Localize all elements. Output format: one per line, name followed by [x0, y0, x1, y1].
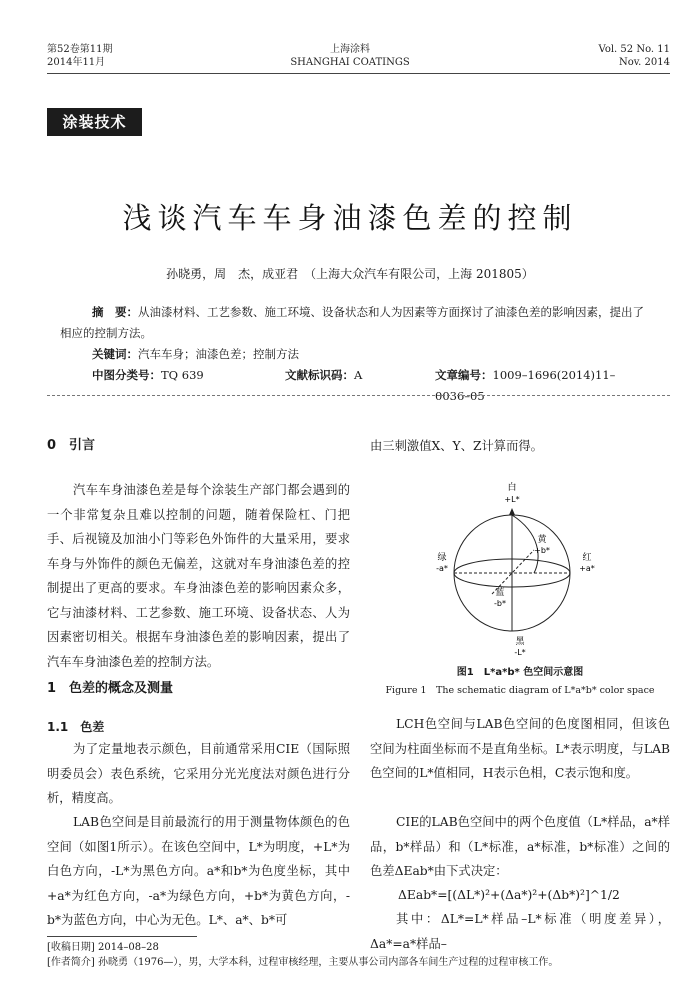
right-paragraph-3: 其中：ΔL*=L*样品–L*标准（明度差异），Δa*=a*样品–: [370, 912, 670, 951]
abstract-text: 从油漆材料、工艺参数、施工环境、设备状态和人为因素等方面探讨了油漆色差的影响因素，提出了相应的控制方法。: [60, 305, 644, 340]
clc-value: TQ 639: [161, 368, 204, 382]
abstract-rule: [47, 395, 670, 396]
journal-volume: Vol. 52 No. 11 Nov. 2014: [598, 44, 670, 68]
section-1-heading: 1 色差的概念及测量: [47, 681, 174, 696]
keywords-label: 关键词：: [92, 347, 138, 361]
right-intro-line: 由三刺激值X、Y、Z计算而得。: [370, 439, 543, 453]
author-bio: [作者简介] 孙晓勇（1976—），男，大学本科，过程审核经理，主要从事公司内部各车间生产过程的过程审核工作。: [47, 957, 559, 968]
column-tag: 涂装技术: [47, 108, 142, 136]
received-date: [收稿日期] 2014–08–28: [47, 942, 159, 953]
section-1-1-paragraph-2: LAB色空间是目前最流行的用于测量物体颜色的色空间（如图1所示）。在该色空间中，L*为明度，+L*为白色方向，-L*为黑色方向。a*和b*为色度坐标，其中+a*为红色方向，-a*为绿色方向，+b*为黄色方向，-b*为蓝色方向，中心为无色。L*、a*、b*可: [47, 815, 350, 927]
section-0-heading: 0 引言: [47, 438, 96, 453]
right-paragraph-1: LCH色空间与LAB色空间的色度图相同，但该色空间为柱面坐标而不是直角坐标。L*表示明度，与LAB色空间的L*值相同，H表示色相，C表示饱和度。: [370, 717, 670, 780]
label-black: 黑: [515, 637, 525, 647]
label-white: 白: [507, 483, 517, 493]
doc-code-label: 文献标识码：: [285, 368, 354, 382]
footnotes: [47, 940, 670, 970]
clc-label: 中图分类号：: [92, 368, 161, 382]
footnote-rule: [47, 936, 197, 937]
label-plus-b: +b*: [534, 546, 550, 555]
section-0-paragraph: 汽车车身油漆色差是每个涂装生产部门都会遇到的一个非常复杂且难以控制的问题，随着保险杠、门把手、后视镜及加油小门等彩色外饰件的大量采用，要求车身与外饰件的颜色无偏差，这就对车身油漆色差的控制提出了更高的要求。车身油漆色差的影响因素众多，它与油漆材料、工艺参数、施工环境、设备状态、人为因素密切相关。根据车身油漆色差的影响因素，提出了汽车车身油漆色差的控制方法。: [47, 483, 350, 669]
lab-sphere-figure: [420, 478, 620, 658]
label-yellow: 黄: [537, 535, 547, 545]
section-1-1-paragraph-1: 为了定量地表示颜色，目前通常采用CIE（国际照明委员会）表色系统，它采用分光光度法对颜色进行分析，精度高。: [47, 742, 350, 805]
meridian-curve: [512, 515, 538, 573]
page-title: 浅谈汽车车身油漆色差的控制: [122, 201, 578, 235]
label-blue: 蓝: [495, 588, 505, 598]
abstract-label: 摘 要：: [92, 305, 138, 319]
right-paragraph-2: CIE的LAB色空间中的两个色度值（L*样品，a*样品，b*样品）和（L*标准，a*标准，b*标准）之间的色差ΔEab*由下式决定：: [370, 815, 670, 878]
figure-caption-cn: 图1 L*a*b* 色空间示意图: [456, 667, 584, 678]
keywords-text: 汽车车身；油漆色差；控制方法: [138, 347, 299, 361]
label-plus-L: +L*: [504, 495, 520, 504]
journal-issue: 第52卷第11期 2014年11月: [47, 44, 113, 68]
label-red: 红: [582, 553, 592, 563]
article-no-value: 1009–1696(2014)11–0036–05: [435, 368, 616, 403]
label-minus-L: -L*: [514, 648, 526, 657]
abstract-block: [60, 302, 650, 403]
label-plus-a: +a*: [579, 564, 595, 573]
article-no-label: 文章编号：: [435, 368, 493, 382]
l-axis-arrow: [509, 508, 515, 515]
label-green: 绿: [437, 553, 447, 563]
header-rule: [47, 73, 670, 74]
color-difference-formula: ΔEab*=[(ΔL*)²+(Δa*)²+(Δb*)²]^1/2: [398, 888, 620, 902]
label-minus-b: -b*: [494, 599, 506, 608]
figure-caption-en: Figure 1 The schematic diagram of L*a*b* color space: [385, 685, 655, 696]
authors-line: 孙晓勇，周 杰，成亚君 （上海大众汽车有限公司，上海 201805）: [166, 267, 534, 281]
doc-code-value: A: [354, 368, 363, 382]
section-1-1-heading: 1.1 色差: [47, 720, 105, 734]
journal-name: 上海涂料 SHANGHAI COATINGS: [290, 44, 410, 68]
label-minus-a: -a*: [436, 564, 448, 573]
